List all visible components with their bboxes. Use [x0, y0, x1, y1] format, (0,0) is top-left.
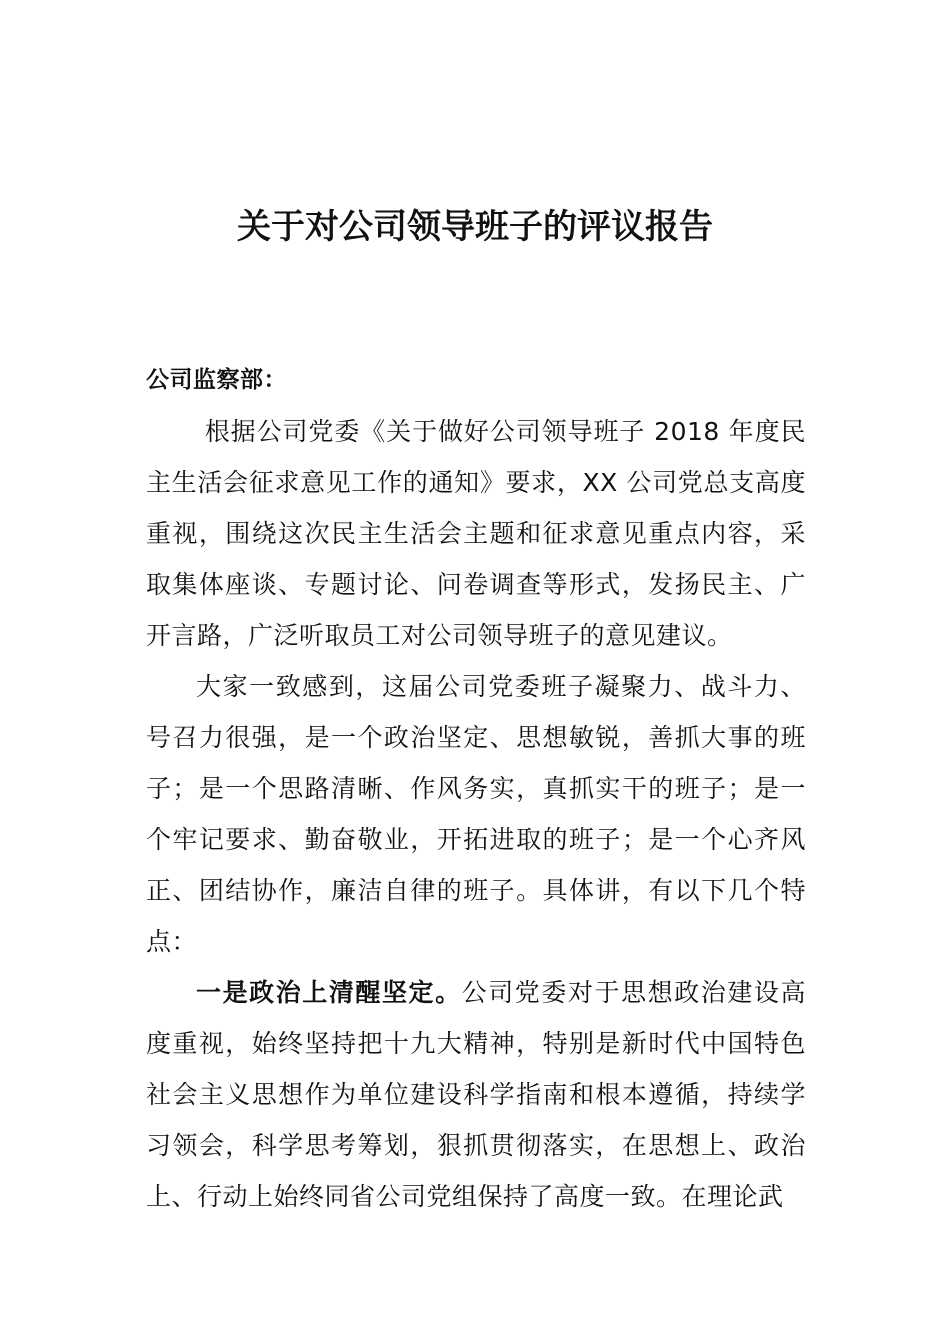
paragraph-3-text: 公司党委对于思想政治建设高度重视，始终坚持把十九大精神，特别是新时代中国特色社会主义思想作为单位建设科学指南和根本遵循，持续学习领会，科学思考筹划，狠抓贯彻落实，在思想上、政治上、行动上始终同省公司党组保持了高度一致。在理论武 — [146, 978, 806, 1211]
paragraph-3-lead: 一是政治上清醒坚定。 — [196, 978, 462, 1007]
paragraph-2 — [146, 661, 806, 967]
document-body — [146, 355, 806, 1222]
paragraph-1-text: 根据公司党委《关于做好公司领导班子 2018 年度民主生活会征求意见工作的通知》要求，XX 公司党总支高度重视，围绕这次民主生活会主题和征求意见重点内容，采取集体座谈、专题讨论、问卷调查等形式，发扬民主、广开言路，广泛听取员工对公司领导班子的意见建议。 — [146, 417, 806, 650]
paragraph-2-text: 大家一致感到，这届公司党委班子凝聚力、战斗力、号召力很强，是一个政治坚定、思想敏锐，善抓大事的班子；是一个思路清晰、作风务实，真抓实干的班子；是一个牢记要求、勤奋敬业，开拓进取的班子；是一个心齐风正、团结协作，廉洁自律的班子。具体讲，有以下几个特点： — [146, 672, 806, 956]
document-title: 关于对公司领导班子的评议报告 — [237, 207, 713, 247]
paragraph-3 — [146, 967, 806, 1222]
paragraph-1 — [146, 406, 806, 661]
salutation: 公司监察部： — [146, 367, 287, 393]
